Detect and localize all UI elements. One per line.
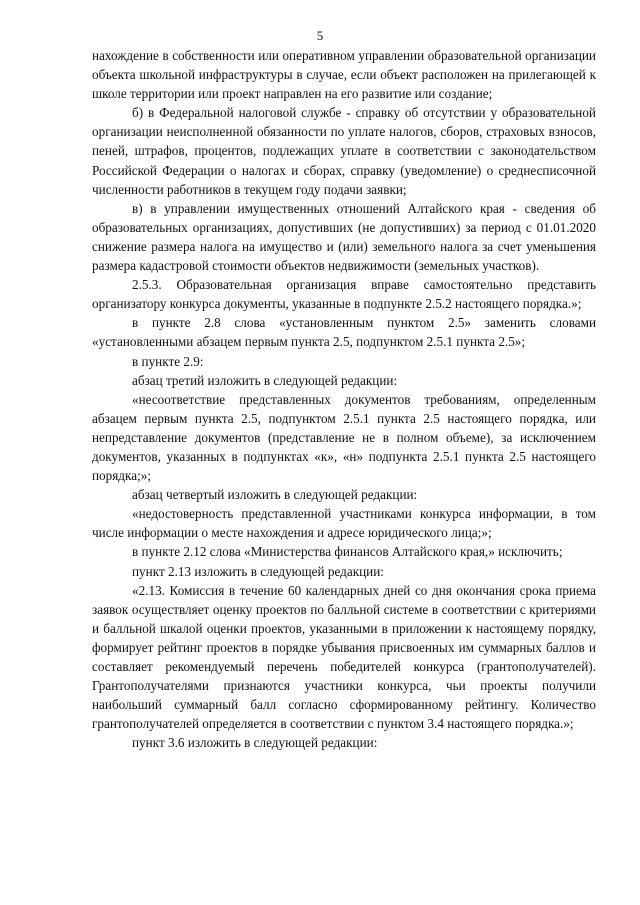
paragraph: в пункте 2.12 слова «Министерства финансов Алтайского края,» исключить;: [132, 544, 563, 560]
paragraph: «недостоверность представленной участниками конкурса информации, в том числе информации о месте нахождения и адресе юридического лица;»;: [92, 506, 596, 541]
paragraph: нахождение в собственности или оперативном управлении образовательной организации объекта школьной инфраструктуры в случае, если объект расположен на прилегающей к школе территории или проект направлен на его развитие или создание;: [92, 48, 596, 102]
paragraph: 2.5.3. Образовательная организация вправе самостоятельно представить организатору конкурса документы, указанные в подпункте 2.5.2 настоящего порядка.»;: [92, 277, 596, 312]
document-body: [92, 46, 596, 752]
paragraph: абзац четвертый изложить в следующей редакции:: [132, 487, 418, 503]
paragraph: в) в управлении имущественных отношений Алтайского края - сведения об образовательных организациях, допустивших (не допустивших) за период с 01.01.2020 снижение размера налога на имущество и (или) земельного налога за счет уменьшения размера кадастровой стоимости объектов недвижимости (земельных участков).: [92, 200, 596, 274]
paragraph: пункт 3.6 изложить в следующей редакции:: [132, 735, 378, 751]
paragraph: пункт 2.13 изложить в следующей редакции:: [132, 563, 384, 579]
paragraph: абзац третий изложить в следующей редакции:: [132, 372, 398, 388]
paragraph: «несоответствие представленных документов требованиям, определенным абзацем первым пункта 2.5, подпунктом 2.5.1 пункта 2.5 настоящего порядка, или непредставление документов (представление не в полном объеме), за исключением документов, указанных в подпунктах «к», «н» подпункта 2.5.1 пункта 2.5 настоящего порядка;»;: [92, 391, 596, 484]
paragraph: «2.13. Комиссия в течение 60 календарных дней со дня окончания срока приема заявок осуществляет оценку проектов по балльной системе в соответствии с критериями и балльной шкалой оценки проектов, указанными в приложении к настоящему порядку, формирует рейтинг проектов в порядке убывания присвоенных им суммарных баллов и составляет рекомендуемый перечень победителей конкурса (грантополучателей). Грантополучателями признаются участники конкурса, чьи проекты получили наибольший суммарный балл согласно сформированному рейтингу. Количество грантополучателей определяется в соответствии с пунктом 3.4 настоящего порядка.»;: [92, 582, 596, 732]
paragraph: б) в Федеральной налоговой службе - справку об отсутствии у образовательной организации неисполненной обязанности по уплате налогов, сборов, страховых взносов, пеней, штрафов, процентов, подлежащих уплате в соответствии с законодательством Российской Федерации о налогах и сборах, справку (уведомление) о среднесписочной численности работников в текущем году подачи заявки;: [92, 105, 596, 197]
paragraph: в пункте 2.8 слова «установленным пунктом 2.5» заменить словами «установленными абзацем первым пункта 2.5, подпунктом 2.5.1 пункта 2.5»;: [92, 315, 596, 350]
paragraph: в пункте 2.9:: [132, 353, 204, 369]
page-number: 5: [316, 28, 324, 43]
